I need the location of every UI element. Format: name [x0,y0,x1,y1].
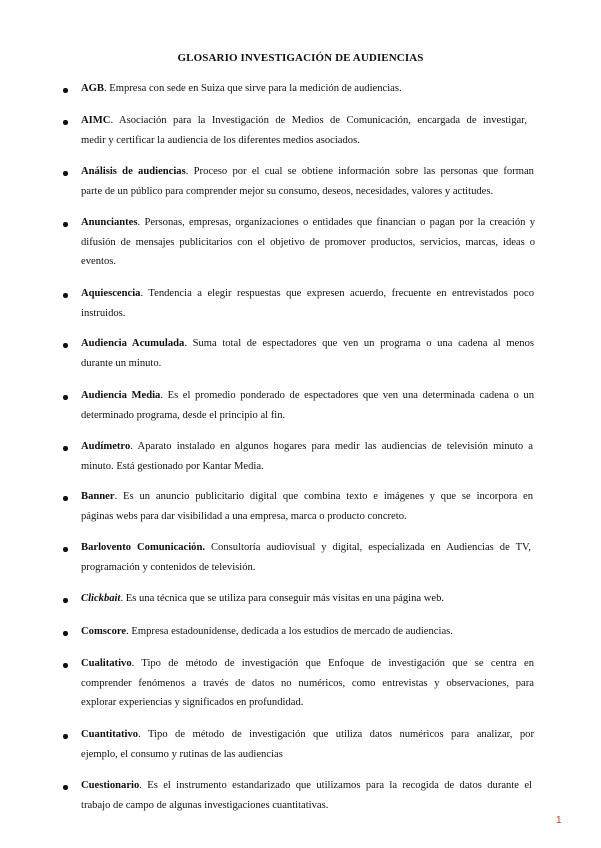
glossary-term: AGB [81,83,104,94]
bullet-icon [63,171,68,176]
glossary-definition: . Tipo de método de investigación que utiliza datos numéricos para analizar, por [138,729,534,740]
glossary-term: Cualitativo [81,658,132,669]
entry-line [81,779,532,792]
glossary-definition: . Aparato instalado en algunos hogares para medir las audiencias de televisión minuto a [130,441,533,452]
glossary-definition: . Proceso por el cual se obtiene información sobre las personas que forman [185,166,534,177]
entry-line [81,440,533,453]
glossary-definition: . Empresa estadounidense, dedicada a los estudios de mercado de audiencias. [126,626,453,637]
entry-line [81,561,255,574]
entry-line [81,728,534,741]
glossary-definition: determinado programa, desde el principio al fin. [81,409,286,421]
glossary-definition: difusión de mensajes publicitarios con el objetivo de promover productos, servicios, marcas, ideas o [81,236,535,248]
glossary-term: Anunciantes [81,217,138,228]
glossary-definition: ejemplo, el consumo y rutinas de las audiencias [81,748,283,760]
glossary-term: Audiencia Media [81,390,161,401]
entry-line [81,357,161,370]
glossary-definition: . Es el promedio ponderado de espectadores que ven una determinada cadena o un [160,390,534,401]
glossary-term: Comscore [81,626,127,637]
entry-line [81,657,534,670]
glossary-definition: programación y contenidos de televisión. [81,561,256,573]
glossary-term: Cuestionario [81,780,140,791]
glossary-definition: . Asociación para la Investigación de Medios de Comunicación, encargada de investigar, [110,115,527,126]
glossary-definition: instruidos. [81,307,126,319]
bullet-icon [63,88,68,93]
bullet-icon [63,663,68,668]
bullet-icon [63,343,68,348]
glossary-definition: . Es el instrumento estandarizado que utilizamos para la recogida de datos durante el [139,780,532,791]
entry-line [81,216,535,229]
entry-line [81,799,328,812]
entry-line [81,114,527,127]
bullet-icon [63,496,68,501]
entry-line [81,82,402,95]
glossary-term: Banner [81,491,115,502]
glossary-term: AIMC [81,115,111,126]
entry-line [81,389,534,402]
glossary-definition: . Tipo de método de investigación que Enfoque de investigación que se centra en [131,658,534,669]
entry-line [81,185,493,198]
glossary-term: Análisis de audiencias [81,166,186,177]
bullet-icon [63,222,68,227]
glossary-definition: medir y certificar la audiencia de los diferentes medios asociados. [81,134,360,146]
glossary-term: Clickbait [81,593,121,604]
glossary-term: Cuantitativo [81,729,139,740]
entry-line [81,255,116,268]
bullet-icon [63,598,68,603]
page-number: 1 [556,815,562,826]
bullet-icon [63,631,68,636]
glossary-definition: Consultoría audiovisual y digital, especializada en Audiencias de TV, [205,542,531,553]
glossary-definition: comprender fenómenos a través de datos no numéricos, como entrevistas y observaciones, para [81,677,534,689]
glossary-term: Barlovento Comunicación. [81,542,205,553]
entry-line [81,677,534,690]
entry-line [81,748,283,761]
glossary-definition: eventos. [81,256,117,267]
entry-line [81,460,264,473]
glossary-definition: . Suma total de espectadores que ven un programa o una cadena al menos [184,338,534,349]
entry-line [81,696,303,709]
glossary-definition: páginas webs para dar visibilidad a una empresa, marca o producto concreto. [81,510,407,522]
glossary-definition: trabajo de campo de algunas investigaciones cuantitativas. [81,799,329,811]
glossary-term: Audiencia Acumulada [81,338,185,349]
bullet-icon [63,293,68,298]
glossary-definition: . Es una técnica que se utiliza para conseguir más visitas en una página web. [120,593,445,604]
entry-line [81,510,407,523]
bullet-icon [63,395,68,400]
bullet-icon [63,120,68,125]
bullet-icon [63,734,68,739]
entry-line [81,287,534,300]
bullet-icon [63,547,68,552]
entry-line [81,490,533,503]
entry-line [81,307,125,320]
entry-line [81,541,531,554]
document-title: GLOSARIO INVESTIGACIÓN DE AUDIENCIAS [177,52,424,64]
entry-line [81,236,535,249]
glossary-term: Audímetro [81,441,131,452]
glossary-definition: . Tendencia a elegir respuestas que expresen acuerdo, frecuente en entrevistados poco [140,288,534,299]
entry-line [81,134,360,147]
entry-line [81,625,453,638]
entry-line [81,409,285,422]
entry-line [81,165,534,178]
glossary-definition: . Es un anuncio publicitario digital que combina texto e imágenes y que se incorpora en [114,491,533,502]
glossary-term: Aquiescencia [81,288,141,299]
entry-line [81,592,444,605]
glossary-definition: minuto. Está gestionado por Kantar Media. [81,460,264,472]
glossary-definition: durante un minuto. [81,357,162,369]
entry-line [81,337,534,350]
glossary-definition: explorar experiencias y significados en profundidad. [81,697,304,708]
glossary-definition: . Personas, empresas, organizaciones o entidades que financian o pagan por la creación y [137,217,535,228]
bullet-icon [63,785,68,790]
glossary-definition: . Empresa con sede en Suiza que sirve para la medición de audiencias. [103,83,402,94]
glossary-definition: parte de un público para comprender mejor su consumo, deseos, necesidades, valores y actitudes. [81,185,494,197]
bullet-icon [63,446,68,451]
